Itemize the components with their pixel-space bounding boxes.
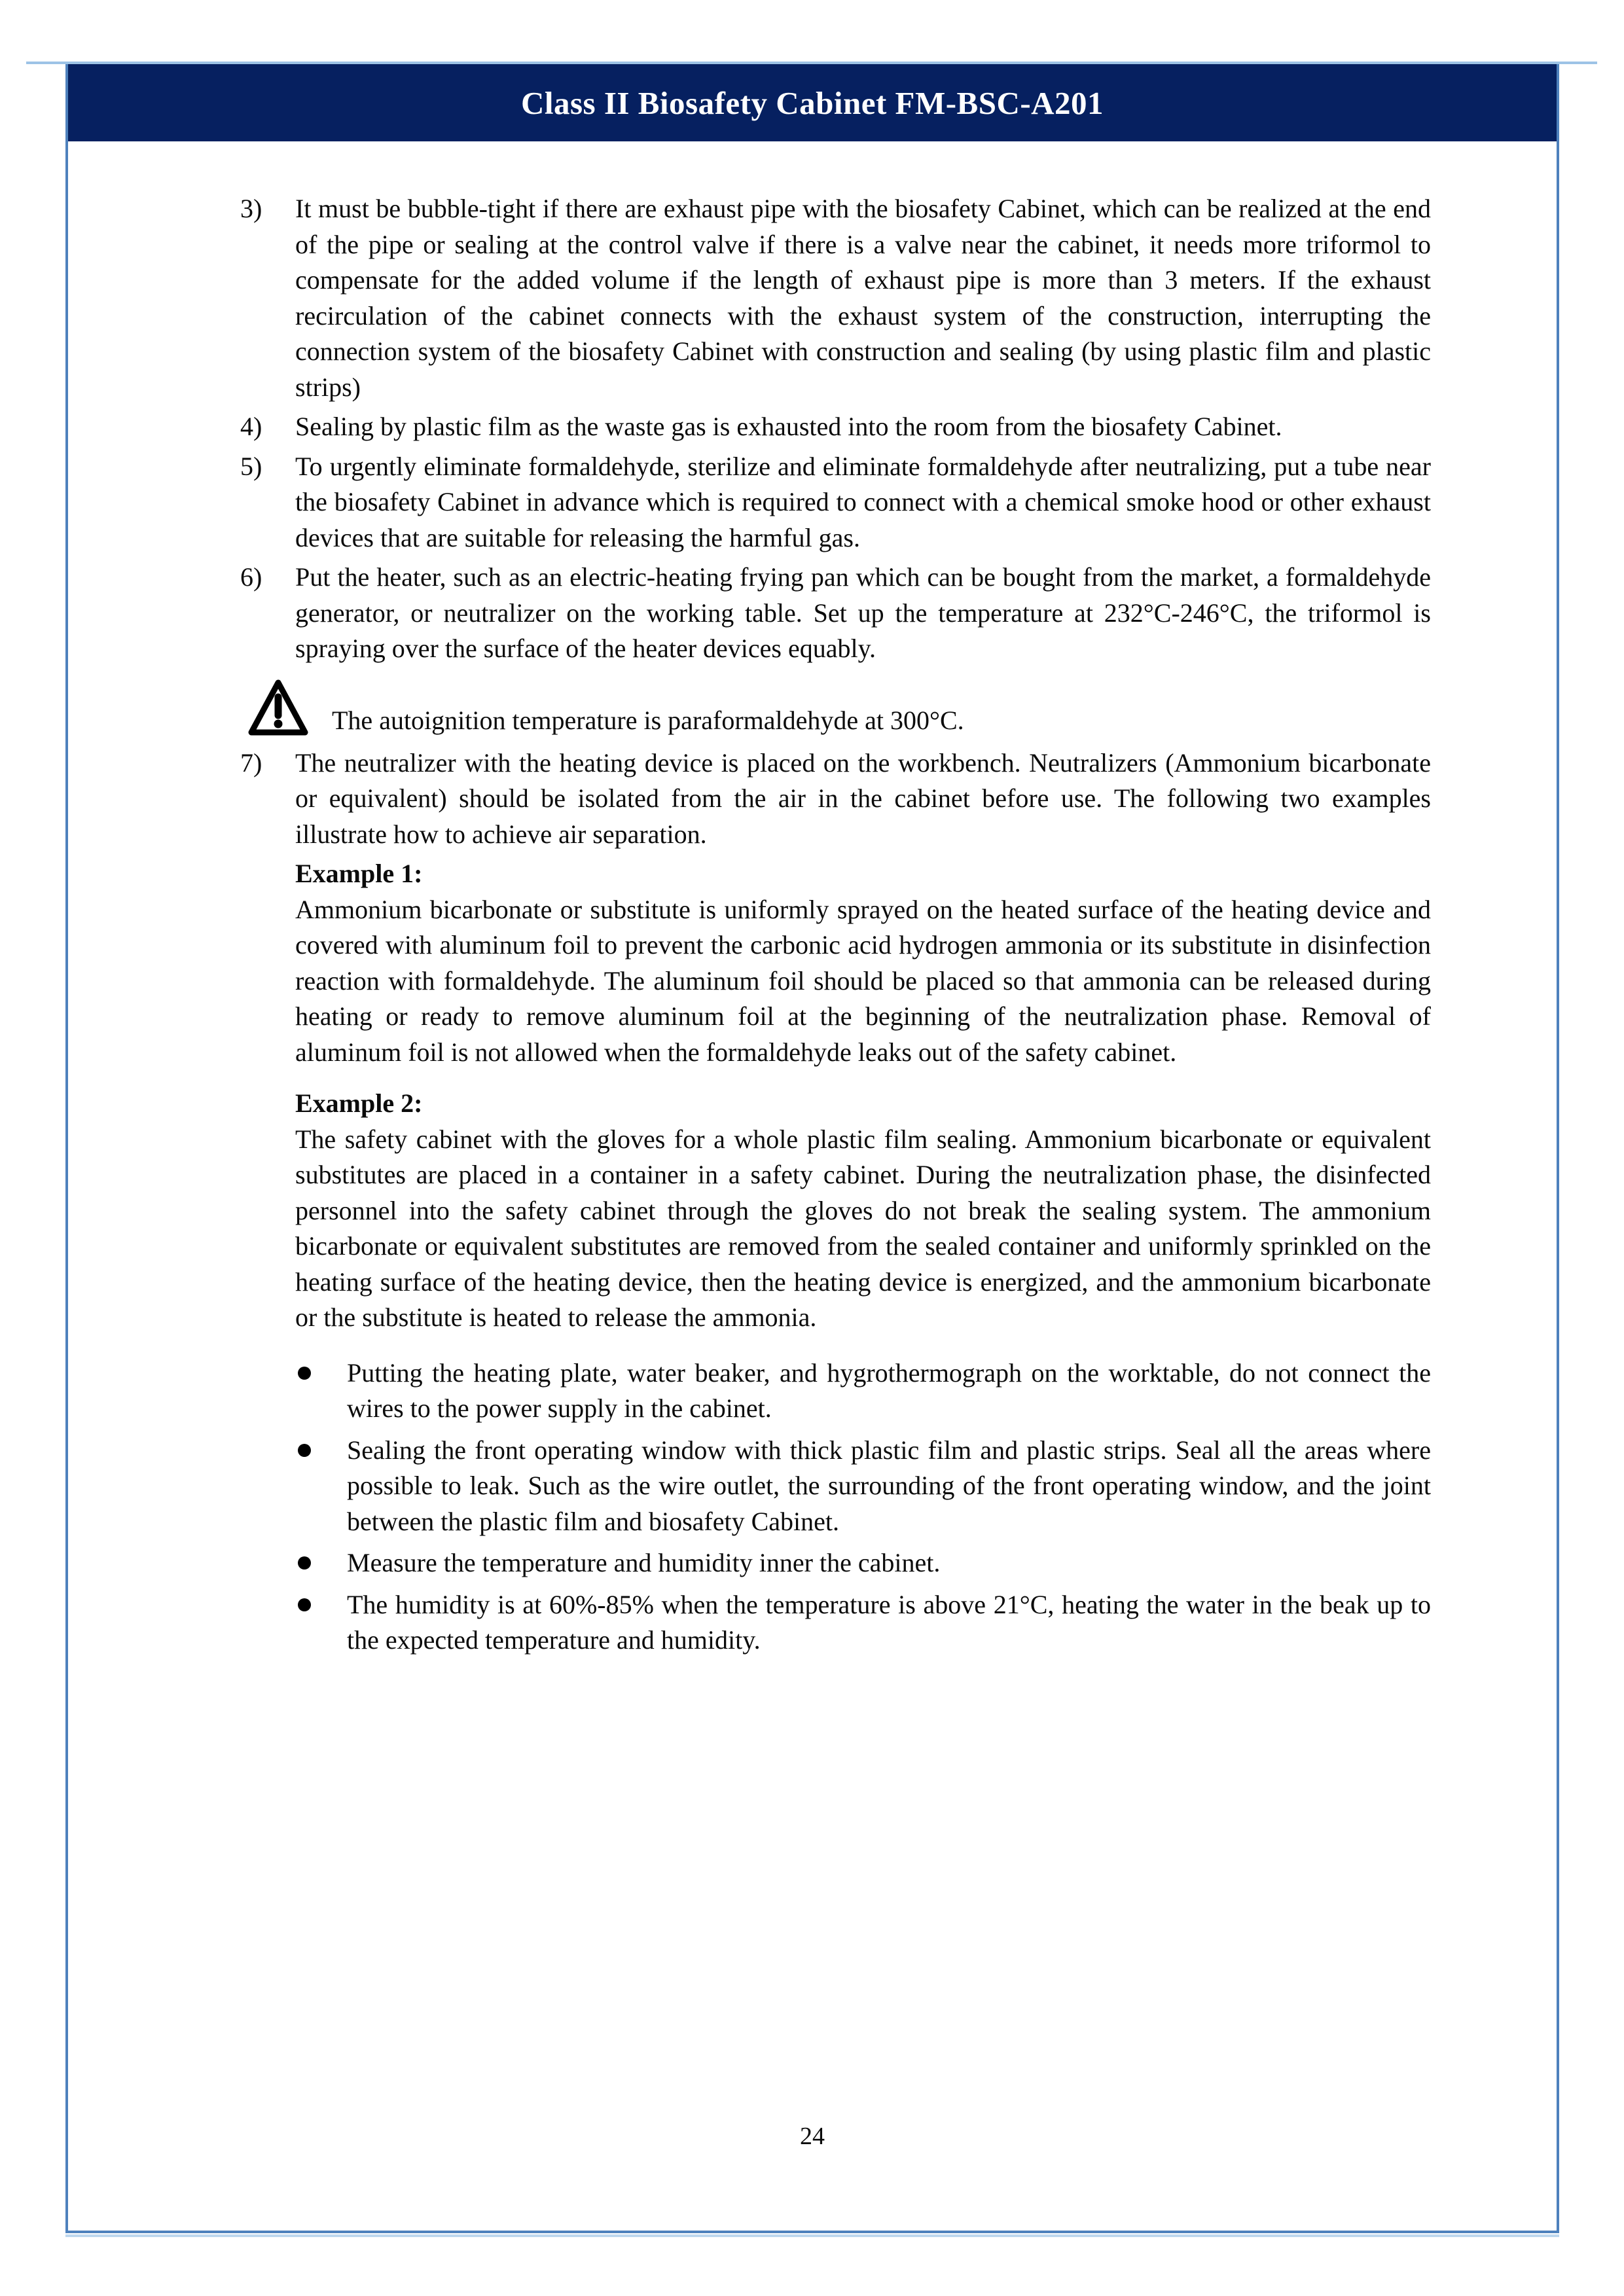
list-item-7 [240,745,1431,853]
example-1-block [240,856,1431,1336]
list-item-4-number: 4) [240,412,262,441]
example-1-heading: Example 1: [295,859,423,888]
bullet-item-1 [298,1355,1431,1427]
bullet-list [240,1355,1431,1659]
list-item-5-number: 5) [240,451,262,481]
bullet-item-3 [298,1545,1431,1581]
bullet-item-2 [298,1433,1431,1540]
list-item-6 [240,560,1431,667]
list-item-6-text: Put the heater, such as an electric-heating frying pan which can be bought from the market, a formaldehyde generator, or neutralizer on the working table. Set up the temperature at 232°C-246°C, the triformol is spraying over the surface of the heater devices equably. [295,562,1431,663]
list-item-3 [240,191,1431,405]
bullet-item-3-text: Measure the temperature and humidity inner the cabinet. [347,1548,941,1577]
list-item-5-text: To urgently eliminate formaldehyde, sterilize and eliminate formaldehyde after neutralizing, put a tube near the biosafety Cabinet in advance which is required to connect with a chemical smoke hood or other exhaust devices that are suitable for releasing the harmful gas. [295,451,1431,552]
list-item-7-number: 7) [240,747,262,778]
bottom-accent-line [65,2234,1559,2237]
list-item-4 [240,409,1431,445]
example-1-body: Ammonium bicarbonate or substitute is uniformly sprayed on the heated surface of the heating device and covered with aluminum foil to prevent the carbonic acid hydrogen ammonia or its substitute in disinfection reaction with formaldehyde. The aluminum foil should be placed so that ammonia can be released during heating or ready to remove aluminum foil at the beginning of the neutralization phase. Removal of aluminum foil is not allowed when the formaldehyde leaks out of the safety cabinet. [295,894,1431,1067]
bullet-icon [298,1444,311,1457]
bullet-item-4 [298,1587,1431,1659]
page-body [68,141,1557,1659]
list-item-4-text: Sealing by plastic film as the waste gas is exhausted into the room from the biosafety Cabinet. [295,412,1282,441]
bullet-icon [298,1556,311,1570]
list-item-6-number: 6) [240,562,262,592]
page-frame [65,64,1559,2233]
example-2-heading: Example 2: [295,1088,423,1118]
list-item-3-text: It must be bubble-tight if there are exhaust pipe with the biosafety Cabinet, which can be realized at the end of the pipe or sealing at the control valve if there is a valve near the cabinet, it needs more triformol to compensate for the added volume if the length of exhaust pipe is more than 3 meters. If the exhaust recirculation of the cabinet connects with the exhaust system of the construction, interrupting the connection system of the biosafety Cabinet with construction and sealing (by using plastic film and plastic strips) [295,194,1431,402]
warning-triangle-icon [245,677,311,739]
page-header-bar [68,64,1557,141]
list-item-3-number: 3) [240,194,262,223]
list-item-5 [240,449,1431,556]
bullet-icon [298,1598,311,1611]
page-title: Class II Biosafety Cabinet FM-BSC-A201 [520,84,1104,121]
bullet-item-1-text: Putting the heating plate, water beaker, and hygrothermograph on the worktable, do not connect the wires to the power supply in the cabinet. [347,1357,1431,1423]
bullet-icon [298,1367,311,1380]
bullet-item-2-text: Sealing the front operating window with thick plastic film and plastic strips. Seal all the areas where possible to leak. Such as the wire outlet, the surrounding of the front operating window, and the joint between the plastic film and biosafety Cabinet. [347,1435,1431,1536]
warning-text: The autoignition temperature is paraformaldehyde at 300°C. [332,706,964,735]
list-item-7-text: The neutralizer with the heating device is placed on the workbench. Neutralizers (Ammonium bicarbonate or equivalent) should be isolated from the air in the cabinet before use. The following two examples illustrate how to achieve air separation. [295,747,1431,849]
page-number: 24 [800,2123,825,2150]
bullet-item-4-text: The humidity is at 60%-85% when the temperature is above 21°C, heating the water in the beak up to the expected temperature and humidity. [347,1589,1431,1655]
warning-note [245,677,1431,739]
example-2-body: The safety cabinet with the gloves for a whole plastic film sealing. Ammonium bicarbonate or equivalent substitutes are placed in a container in a safety cabinet. During the neutralization phase, the disinfected personnel into the safety cabinet through the gloves do not break the sealing system. The ammonium bicarbonate or equivalent substitutes are removed from the sealed container and uniformly sprinkled on the heating surface of the heating device, then the heating device is energized, and the ammonium bicarbonate or the substitute is heated to release the ammonia. [295,1124,1431,1332]
